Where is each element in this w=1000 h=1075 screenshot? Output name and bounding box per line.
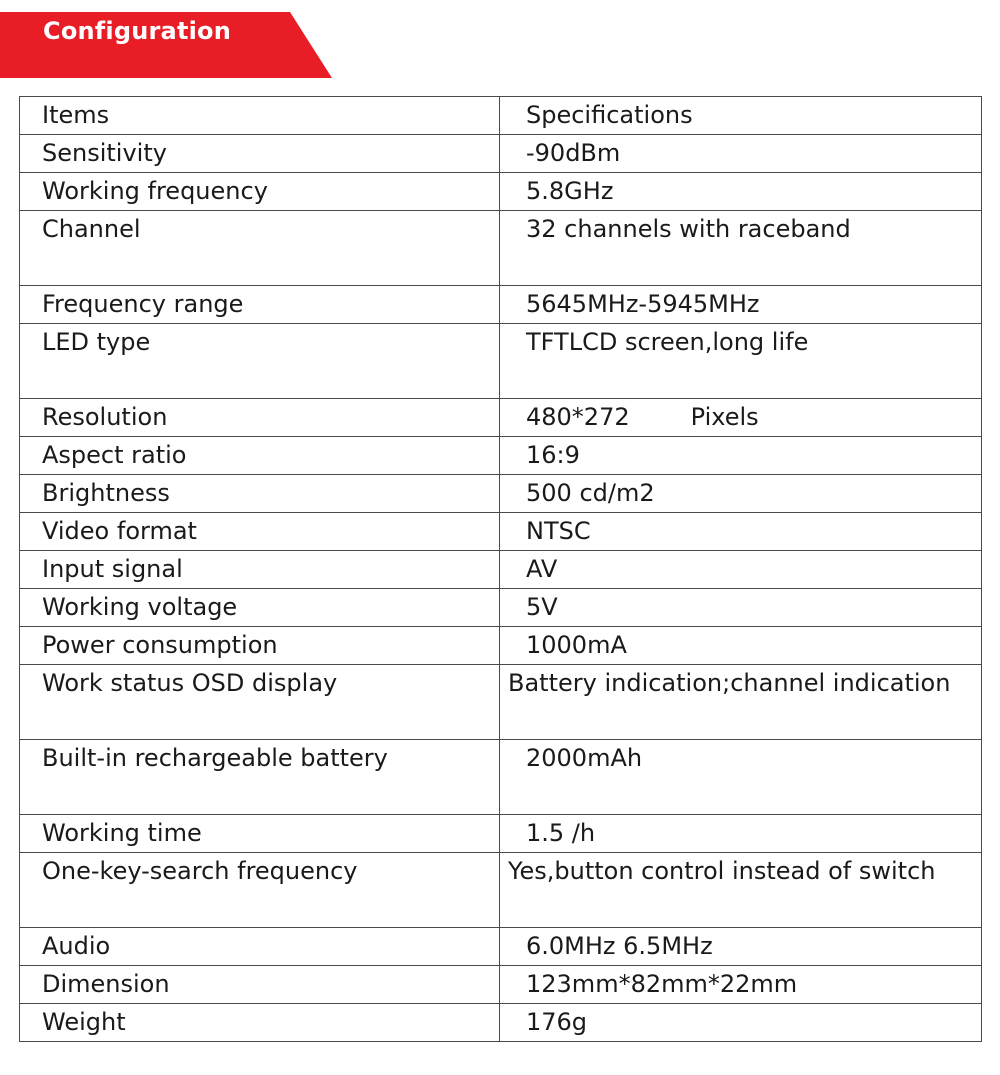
table-row — [20, 135, 982, 173]
spec-cell: 5645MHz-5945MHz — [500, 286, 982, 324]
item-cell: LED type — [20, 324, 500, 399]
item-cell: Weight — [20, 1004, 500, 1042]
spec-cell: 16:9 — [500, 437, 982, 475]
item-cell: Working time — [20, 815, 500, 853]
item-cell: Audio — [20, 928, 500, 966]
table-row — [20, 815, 982, 853]
spec-cell: 500 cd/m2 — [500, 475, 982, 513]
item-cell: Dimension — [20, 966, 500, 1004]
table-row — [20, 853, 982, 928]
table-row — [20, 513, 982, 551]
item-cell: Built-in rechargeable battery — [20, 740, 500, 815]
spec-cell: TFTLCD screen,long life — [500, 324, 982, 399]
spec-cell: 480*272 Pixels — [500, 399, 982, 437]
spec-cell: 176g — [500, 1004, 982, 1042]
item-cell: Working frequency — [20, 173, 500, 211]
item-cell: Channel — [20, 211, 500, 286]
item-cell: Video format — [20, 513, 500, 551]
table-header-row — [20, 97, 982, 135]
item-cell: Work status OSD display — [20, 665, 500, 740]
table-row — [20, 211, 982, 286]
spec-cell: NTSC — [500, 513, 982, 551]
table-row — [20, 475, 982, 513]
table-row — [20, 324, 982, 399]
column-header-items: Items — [20, 97, 500, 135]
item-cell: Resolution — [20, 399, 500, 437]
spec-cell: 1.5 /h — [500, 815, 982, 853]
table-row — [20, 286, 982, 324]
spec-cell: 123mm*82mm*22mm — [500, 966, 982, 1004]
spec-cell: 2000mAh — [500, 740, 982, 815]
table-row — [20, 399, 982, 437]
table-row — [20, 627, 982, 665]
item-cell: Brightness — [20, 475, 500, 513]
item-cell: One-key-search frequency — [20, 853, 500, 928]
table-row — [20, 589, 982, 627]
spec-cell: 32 channels with raceband — [500, 211, 982, 286]
table-row — [20, 928, 982, 966]
table-row — [20, 665, 982, 740]
spec-cell: Yes,button control instead of switch — [500, 853, 982, 928]
spec-cell: Battery indication;channel indication — [500, 665, 982, 740]
item-cell: Aspect ratio — [20, 437, 500, 475]
table-row — [20, 551, 982, 589]
table-row — [20, 740, 982, 815]
spec-cell: AV — [500, 551, 982, 589]
item-cell: Input signal — [20, 551, 500, 589]
spec-cell: 5.8GHz — [500, 173, 982, 211]
table-row — [20, 173, 982, 211]
item-cell: Sensitivity — [20, 135, 500, 173]
column-header-specifications: Specifications — [500, 97, 982, 135]
item-cell: Frequency range — [20, 286, 500, 324]
item-cell: Power consumption — [20, 627, 500, 665]
spec-cell: -90dBm — [500, 135, 982, 173]
spec-table — [19, 96, 982, 1042]
spec-cell: 5V — [500, 589, 982, 627]
spec-cell: 6.0MHz 6.5MHz — [500, 928, 982, 966]
spec-cell: 1000mA — [500, 627, 982, 665]
table-row — [20, 1004, 982, 1042]
table-row — [20, 437, 982, 475]
table-row — [20, 966, 982, 1004]
section-title: Configuration — [43, 17, 232, 45]
item-cell: Working voltage — [20, 589, 500, 627]
